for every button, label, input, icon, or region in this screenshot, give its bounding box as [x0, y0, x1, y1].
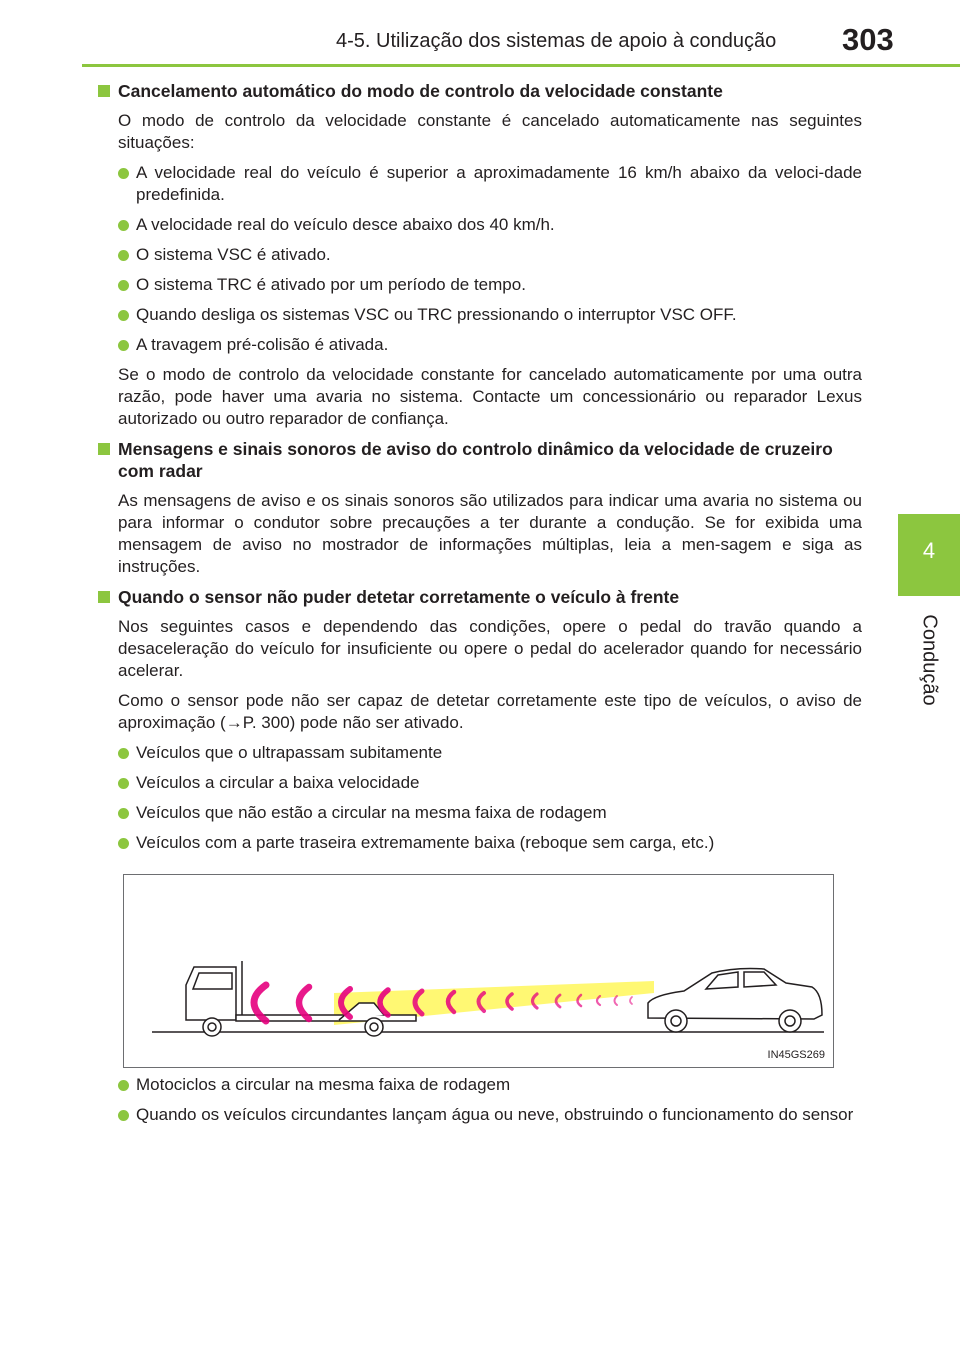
sedan-car-icon	[648, 969, 822, 1033]
bullet-item	[98, 1104, 862, 1126]
bullet-text: Quando desliga os sistemas VSC ou TRC pressionando o interruptor VSC OFF.	[136, 305, 737, 324]
bullet-item	[98, 772, 862, 794]
bullet-item	[98, 742, 862, 764]
section-square-icon	[98, 591, 110, 603]
paragraph: As mensagens de aviso e os sinais sonoros são utilizados para indicar uma avaria no sistema ou para informar o condutor sobre precauções a ter durante a condução. Se for exibida uma mensagem de aviso no mostrador de informações múltiplas, leia a men-sagem e siga as instruções.	[118, 491, 862, 576]
paragraph: O modo de controlo da velocidade constante é cancelado automaticamente nas seguintes situações:	[118, 111, 862, 152]
bullet-text: Motociclos a circular na mesma faixa de rodagem	[136, 1075, 511, 1094]
radar-illustration	[123, 874, 834, 1068]
section-title	[98, 586, 862, 608]
bullet-item	[98, 214, 862, 236]
paragraph: Nos seguintes casos e dependendo das condições, opere o pedal do travão quando a desaceleração do veículo for insuficiente ou opere o pedal do acelerador quando for necessário acelerar.	[118, 617, 862, 680]
bullet-dot-icon	[118, 808, 129, 819]
section-title	[98, 438, 862, 482]
section-title	[98, 80, 862, 102]
bullet-dot-icon	[118, 220, 129, 231]
bullet-text: A velocidade real do veículo desce abaixo dos 40 km/h.	[136, 215, 555, 234]
bullet-item	[98, 304, 862, 326]
bullet-text: O sistema VSC é ativado.	[136, 245, 331, 264]
section-title-text: Quando o sensor não puder detetar corretamente o veículo à frente	[118, 587, 680, 607]
section-title-text: Cancelamento automático do modo de controlo da velocidade constante	[118, 81, 723, 101]
bullet-item	[98, 802, 862, 824]
bullet-dot-icon	[118, 250, 129, 261]
bullet-item	[98, 244, 862, 266]
bullet-dot-icon	[118, 1080, 129, 1091]
header-section-title: 4-5. Utilização dos sistemas de apoio à condução	[336, 30, 777, 52]
bullet-text: Veículos que não estão a circular na mesma faixa de rodagem	[136, 803, 607, 822]
bullet-text: A travagem pré-colisão é ativada.	[136, 335, 389, 354]
page-header	[0, 0, 960, 70]
bullet-dot-icon	[118, 280, 129, 291]
header-rule	[82, 64, 960, 67]
bullet-dot-icon	[118, 1110, 129, 1121]
paragraph: Como o sensor pode não ser capaz de detetar corretamente este tipo de veículos, o aviso de aproximação (→P. 300) pode não ser ativado.	[118, 691, 862, 732]
chapter-tab	[898, 514, 960, 596]
chapter-label: Condução	[918, 614, 941, 706]
section-square-icon	[98, 443, 110, 455]
truck-car-radar-svg	[124, 875, 835, 1069]
bullet-dot-icon	[118, 748, 129, 759]
bullet-text: Veículos que o ultrapassam subitamente	[136, 743, 443, 762]
figure-code: IN45GS269	[767, 1049, 825, 1061]
bullet-text: A velocidade real do veículo é superior a aproximadamente 16 km/h abaixo da veloci-dade predefinida.	[136, 163, 862, 204]
chapter-number: 4	[922, 538, 936, 563]
bullet-item	[98, 832, 862, 854]
bullet-dot-icon	[118, 838, 129, 849]
section-square-icon	[98, 85, 110, 97]
bullet-item	[98, 274, 862, 296]
bullet-item	[98, 162, 862, 206]
bullet-dot-icon	[118, 310, 129, 321]
bullet-item	[98, 1074, 862, 1096]
bullet-text: O sistema TRC é ativado por um período de tempo.	[136, 275, 526, 294]
main-content	[98, 80, 862, 854]
bullet-text: Veículos a circular a baixa velocidade	[136, 773, 420, 792]
page-number: 303	[842, 22, 894, 57]
section-title-text: Mensagens e sinais sonoros de aviso do controlo dinâmico da velocidade de cruzeiro com radar	[118, 439, 833, 481]
bullet-text: Veículos com a parte traseira extremamente baixa (reboque sem carga, etc.)	[136, 833, 715, 852]
bullet-text: Quando os veículos circundantes lançam água ou neve, obstruindo o funcionamento do sensor	[136, 1105, 854, 1124]
main-content-continued	[98, 1074, 862, 1126]
bullet-dot-icon	[118, 340, 129, 351]
bullet-item	[98, 334, 862, 356]
bullet-dot-icon	[118, 778, 129, 789]
paragraph: Se o modo de controlo da velocidade constante for cancelado automaticamente por uma outra razão, pode haver uma avaria no sistema. Contacte um concessionário ou reparador Lexus autorizado ou outro reparador de confiança.	[118, 365, 862, 428]
bullet-dot-icon	[118, 168, 129, 179]
